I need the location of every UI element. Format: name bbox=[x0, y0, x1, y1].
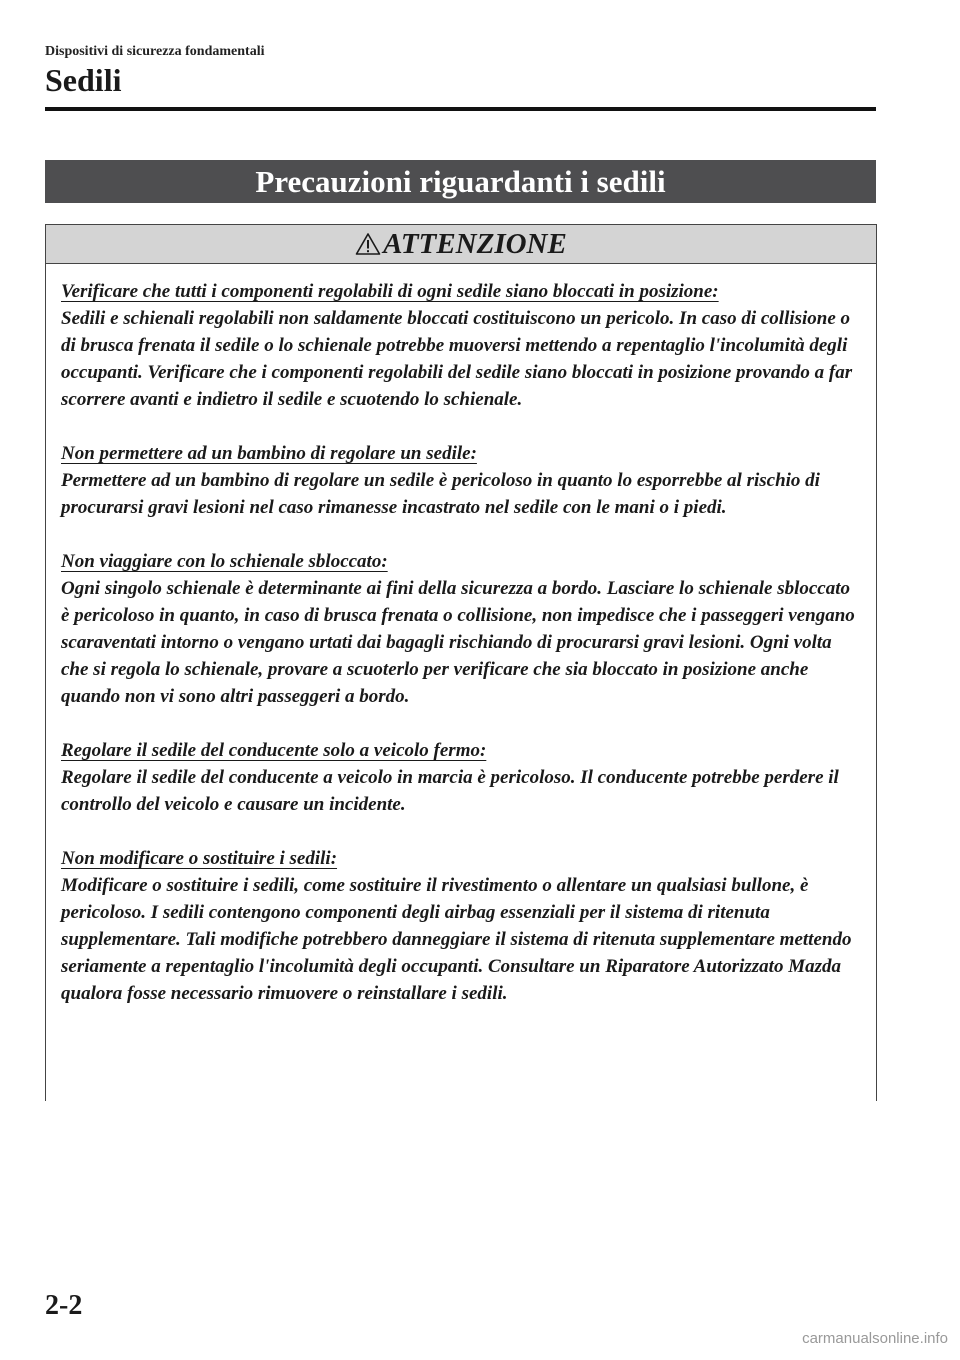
warning-box bbox=[45, 224, 877, 1101]
section-banner: Precauzioni riguardanti i sedili bbox=[45, 160, 876, 203]
warning-item-heading: Non modificare o sostituire i sedili: bbox=[61, 848, 338, 869]
page-title: Sedili bbox=[45, 62, 122, 98]
warning-item-text: Regolare il sedile del conducente a veicolo in marcia è pericoloso. Il conducente potrebbe perdere il controllo del veicolo e causare un incidente. bbox=[61, 767, 839, 815]
warning-item-heading: Regolare il sedile del conducente solo a veicolo fermo: bbox=[61, 740, 487, 761]
warning-title: ATTENZIONE bbox=[383, 227, 567, 260]
title-rule bbox=[45, 107, 876, 111]
warning-body bbox=[46, 264, 876, 1007]
page-number: 2-2 bbox=[45, 1290, 83, 1321]
warning-item bbox=[61, 278, 860, 413]
warning-triangle-icon bbox=[355, 232, 381, 256]
warning-item bbox=[61, 845, 860, 1007]
warning-item bbox=[61, 548, 860, 710]
warning-item bbox=[61, 440, 860, 521]
warning-item-text: Modificare o sostituire i sedili, come sostituire il rivestimento o allentare un qualsiasi bullone, è pericoloso. I sedili contengono componenti degli airbag essenziali per il sistema di ritenuta supplementare. Tali modifiche potrebbero danneggiare il sistema di ritenuta supplementare mettendo seriamente a repentaglio l'incolumità degli occupanti. Consultare un Riparatore Autorizzato Mazda qualora fosse necessario rimuovere o reinstallare i sedili. bbox=[61, 875, 852, 1004]
watermark-link[interactable]: carmanualsonline.info bbox=[802, 1330, 948, 1347]
warning-item bbox=[61, 737, 860, 818]
warning-item-text: Sedili e schienali regolabili non saldamente bloccati costituiscono un pericolo. In caso di collisione o di brusca frenata il sedile o lo schienale potrebbe muoversi mettendo a repentaglio l'incolumità degli occupanti. Verificare che i componenti regolabili del sedile siano bloccati in posizione provando a far scorrere avanti e indietro il sedile e scuotendo lo schienale. bbox=[61, 308, 853, 410]
warning-item-text: Ogni singolo schienale è determinante ai fini della sicurezza a bordo. Lasciare lo schienale sbloccato è pericoloso in quanto, in caso di brusca frenata o collisione, non impedisce che i passeggeri vengano scaraventati intorno o vengano urtati dai bagagli rischiando di procurarsi gravi lesioni. Ogni volta che si regola lo schienale, provare a scuoterlo per verificare che sia bloccato in posizione anche quando non vi sono altri passeggeri a bordo. bbox=[61, 578, 855, 707]
warning-header bbox=[46, 225, 876, 264]
section-label: Dispositivi di sicurezza fondamentali bbox=[45, 44, 265, 59]
warning-item-heading: Non viaggiare con lo schienale sbloccato: bbox=[61, 551, 388, 572]
warning-item-heading: Verificare che tutti i componenti regolabili di ogni sedile siano bloccati in posizione: bbox=[61, 281, 719, 302]
warning-item-text: Permettere ad un bambino di regolare un sedile è pericoloso in quanto lo esporrebbe al rischio di procurarsi gravi lesioni nel caso rimanesse incastrato nel sedile con le mani o i piedi. bbox=[61, 470, 820, 518]
warning-item-heading: Non permettere ad un bambino di regolare un sedile: bbox=[61, 443, 477, 464]
